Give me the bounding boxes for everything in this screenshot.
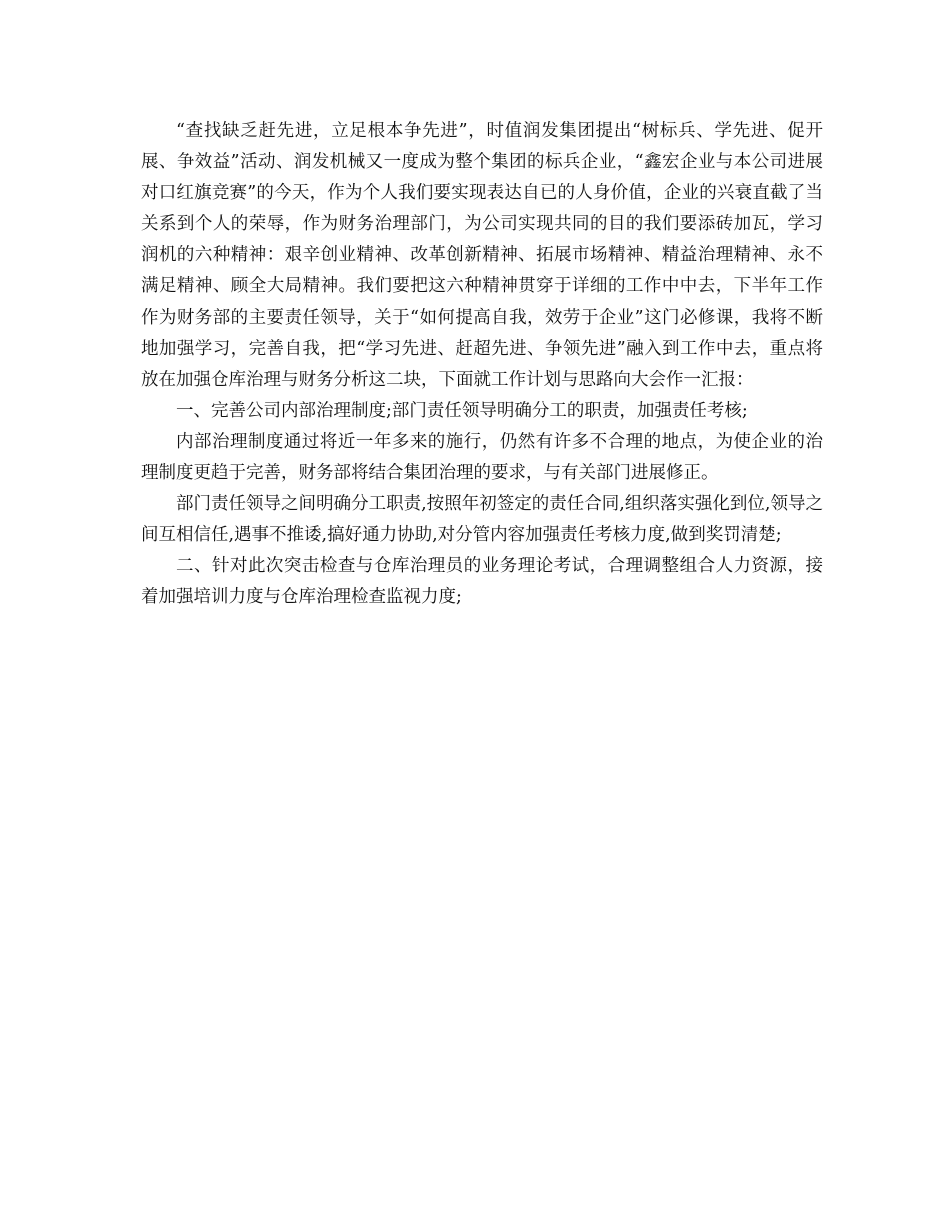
paragraph-item-two-heading: 二、针对此次突击检查与仓库治理员的业务理论考试，合理调整组合人力资源，接着加强培训力度与仓库治理检查监视力度; [141, 556, 823, 608]
paragraph-item-one-heading: 一、完善公司内部治理制度;部门责任领导明确分工的职责，加强责任考核; [176, 400, 748, 421]
paragraph-intro: “查找缺乏赶先进，立足根本争先进”，时值润发集团提出“树标兵、学先进、促开展、争效益”活动、润发机械又一度成为整个集团的标兵企业，“鑫宏企业与本公司进展对口红旗竞赛”的今天，作为个人我们要实现表达自已的人身价值，企业的兴衰直截了当关系到个人的荣辱，作为财务治理部门，为公司实现共同的目的我们要添砖加瓦，学习润机的六种精神：艰辛创业精神、改革创新精神、拓展市场精神、精益治理精神、永不满足精神、顾全大局精神。我们要把这六种精神贯穿于详细的工作中中去，下半年工作作为财务部的主要责任领导，关于“如何提高自我，效劳于企业”这门必修课，我将不断地加强学习，完善自我，把“学习先进、赶超先进、争领先进”融入到工作中去，重点将放在加强仓库治理与财务分析这二块，下面就工作计划与思路向大会作一汇报： [141, 121, 823, 390]
paragraph-responsibility-division: 部门责任领导之间明确分工职责,按照年初签定的责任合同,组织落实强化到位,领导之间互相信任,遇事不推诿,搞好通力协助,对分管内容加强责任考核力度,做到奖罚清楚; [141, 494, 823, 546]
document-body [141, 116, 823, 614]
paragraph-internal-management: 内部治理制度通过将近一年多来的施行，仍然有许多不合理的地点，为使企业的治理制度更趋于完善，财务部将结合集团治理的要求，与有关部门进展修正。 [141, 431, 823, 484]
